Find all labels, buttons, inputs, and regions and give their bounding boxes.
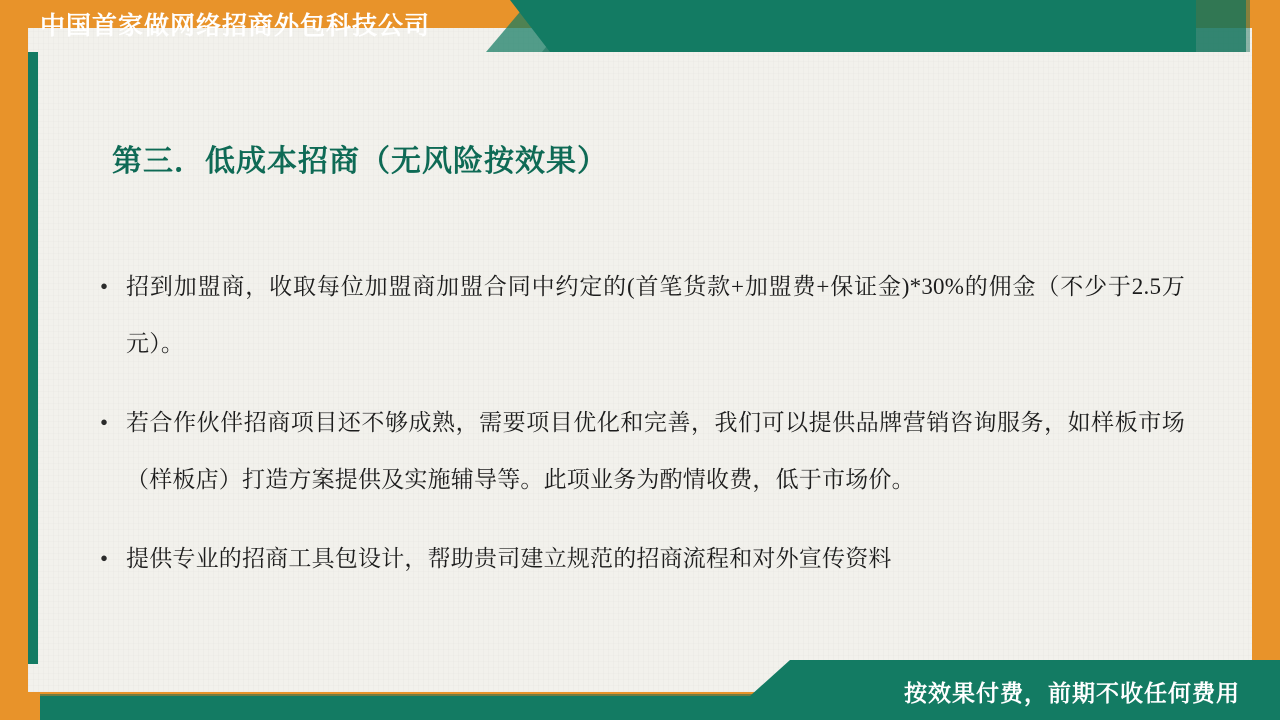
left-accent-bar <box>28 52 38 664</box>
list-item-text: 提供专业的招商工具包设计，帮助贵司建立规范的招商流程和对外宣传资料 <box>126 546 892 571</box>
header-title: 中国首家做网络招商外包科技公司 <box>40 12 431 40</box>
footer-text: 按效果付费，前期不收任何费用 <box>904 680 1240 706</box>
list-item <box>100 394 1185 508</box>
page-title: 第三．低成本招商（无风险按效果） <box>112 145 608 178</box>
list-item-text: 招到加盟商，收取每位加盟商加盟合同中约定的(首笔货款+加盟费+保证金)*30%的佣金（不少于2.5万元）。 <box>126 274 1185 356</box>
list-item <box>100 530 1185 587</box>
bullet-list <box>100 258 1185 609</box>
list-item-text: 若合作伙伴招商项目还不够成熟，需要项目优化和完善，我们可以提供品牌营销咨询服务，如样板市场（样板店）打造方案提供及实施辅导等。此项业务为酌情收费，低于市场价。 <box>126 410 1185 492</box>
header-band <box>0 0 1280 52</box>
bullet-marker-icon: • <box>100 274 109 299</box>
bullet-marker-icon: • <box>100 410 109 435</box>
bullet-marker-icon: • <box>100 546 109 571</box>
list-item <box>100 258 1185 372</box>
footer-band <box>0 660 1280 720</box>
